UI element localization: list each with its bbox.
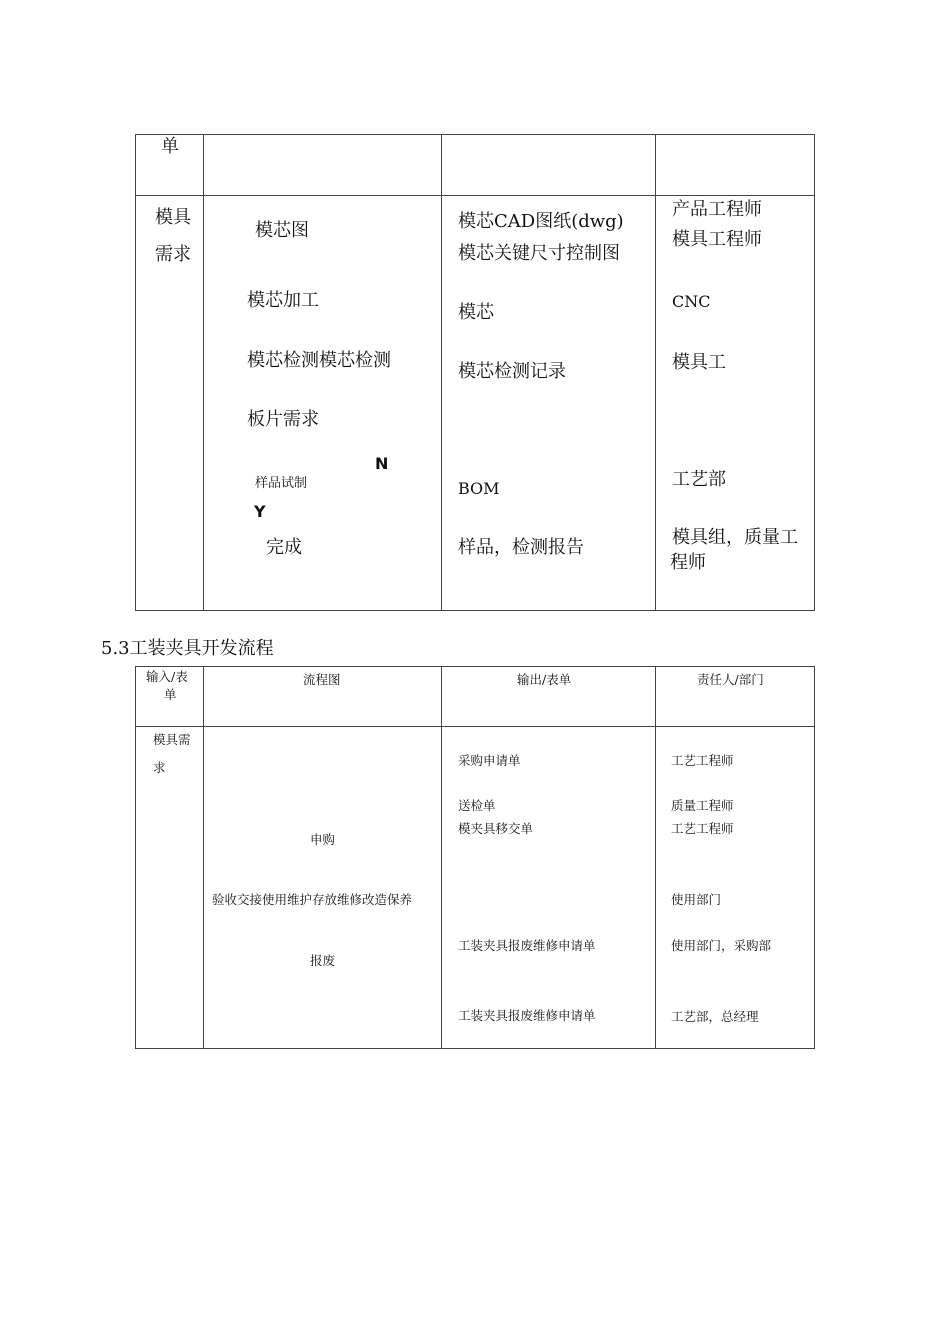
output-inspection-record: 模芯检测记录 bbox=[458, 361, 566, 382]
owner-quality-engineer: 质量工程师 bbox=[671, 798, 734, 813]
flow-complete: 完成 bbox=[266, 537, 302, 558]
header-input-line-2: 单 bbox=[164, 687, 177, 702]
table-1-divider bbox=[655, 134, 656, 611]
header-owner: 责任人/部门 bbox=[697, 672, 764, 687]
table-1-divider bbox=[203, 134, 204, 611]
output-transfer-form: 模夹具移交单 bbox=[458, 821, 534, 836]
flow-core-inspection: 模芯检测模芯检测 bbox=[247, 350, 391, 371]
owner-product-engineer: 产品工程师 bbox=[672, 199, 762, 220]
owner-process-engineer-2: 工艺工程师 bbox=[671, 821, 734, 836]
owner-process-dept: 工艺部 bbox=[672, 469, 726, 490]
output-key-dims: 模芯关键尺寸控制图 bbox=[458, 243, 620, 264]
table-1-row-divider bbox=[135, 195, 815, 196]
flow-core-machining: 模芯加工 bbox=[247, 290, 319, 311]
table-2-divider bbox=[441, 666, 442, 1049]
output-cad-drawing: 模芯CAD图纸(dwg) bbox=[458, 211, 624, 232]
output-scrap-repair-request: 工装夹具报废维修申请单 bbox=[458, 1008, 596, 1023]
flow-plate-demand: 板片需求 bbox=[247, 409, 319, 430]
owner-mold-quality-line-1: 模具组，质量工 bbox=[672, 527, 798, 548]
header-input-line-1: 输入/表 bbox=[146, 669, 188, 684]
table-1-divider bbox=[441, 134, 442, 611]
owner-mold-engineer: 模具工程师 bbox=[672, 229, 762, 250]
output-scrap-repair-request: 工装夹具报废维修申请单 bbox=[458, 938, 596, 953]
flow-y-label: Y bbox=[254, 502, 266, 521]
output-bom: BOM bbox=[458, 479, 500, 498]
table-1-input-line-2: 需求 bbox=[155, 244, 191, 265]
owner-user-dept: 使用部门 bbox=[671, 892, 722, 907]
owner-process-gm: 工艺部，总经理 bbox=[671, 1009, 759, 1024]
table-2-divider bbox=[655, 666, 656, 1049]
owner-cnc: CNC bbox=[672, 292, 711, 311]
section-title: 5.3工装夹具开发流程 bbox=[101, 638, 274, 659]
output-core: 模芯 bbox=[458, 302, 494, 323]
table-2-border bbox=[135, 666, 815, 1049]
owner-user-purchase: 使用部门，采购部 bbox=[671, 938, 772, 953]
table-2-input-line-1: 模具需 bbox=[153, 732, 191, 747]
table-1-header-cell: 单 bbox=[161, 136, 179, 157]
output-sample-report: 样品，检测报告 bbox=[458, 537, 584, 558]
output-inspection-form: 送检单 bbox=[458, 798, 496, 813]
table-2-divider bbox=[203, 666, 204, 1049]
table-2-input-line-2: 求 bbox=[153, 760, 166, 775]
table-1-input-line-1: 模具 bbox=[155, 207, 191, 228]
owner-mold-worker: 模具工 bbox=[672, 352, 726, 373]
flow-sample-trial: 样品试制 bbox=[255, 476, 308, 491]
flow-purchase: 申购 bbox=[310, 832, 336, 847]
flow-n-label: N bbox=[375, 454, 389, 473]
owner-process-engineer: 工艺工程师 bbox=[671, 753, 734, 768]
header-output: 输出/表单 bbox=[517, 672, 572, 687]
owner-mold-quality-line-2: 程师 bbox=[670, 552, 706, 573]
header-flow: 流程图 bbox=[303, 672, 341, 687]
table-2-row-divider bbox=[135, 726, 815, 727]
flow-core-drawing: 模芯图 bbox=[255, 220, 309, 241]
output-purchase-request: 采购申请单 bbox=[458, 753, 521, 768]
flow-scrap: 报废 bbox=[310, 953, 336, 968]
flow-chain: 验收交接使用维护存放维修改造保养 bbox=[212, 892, 413, 907]
